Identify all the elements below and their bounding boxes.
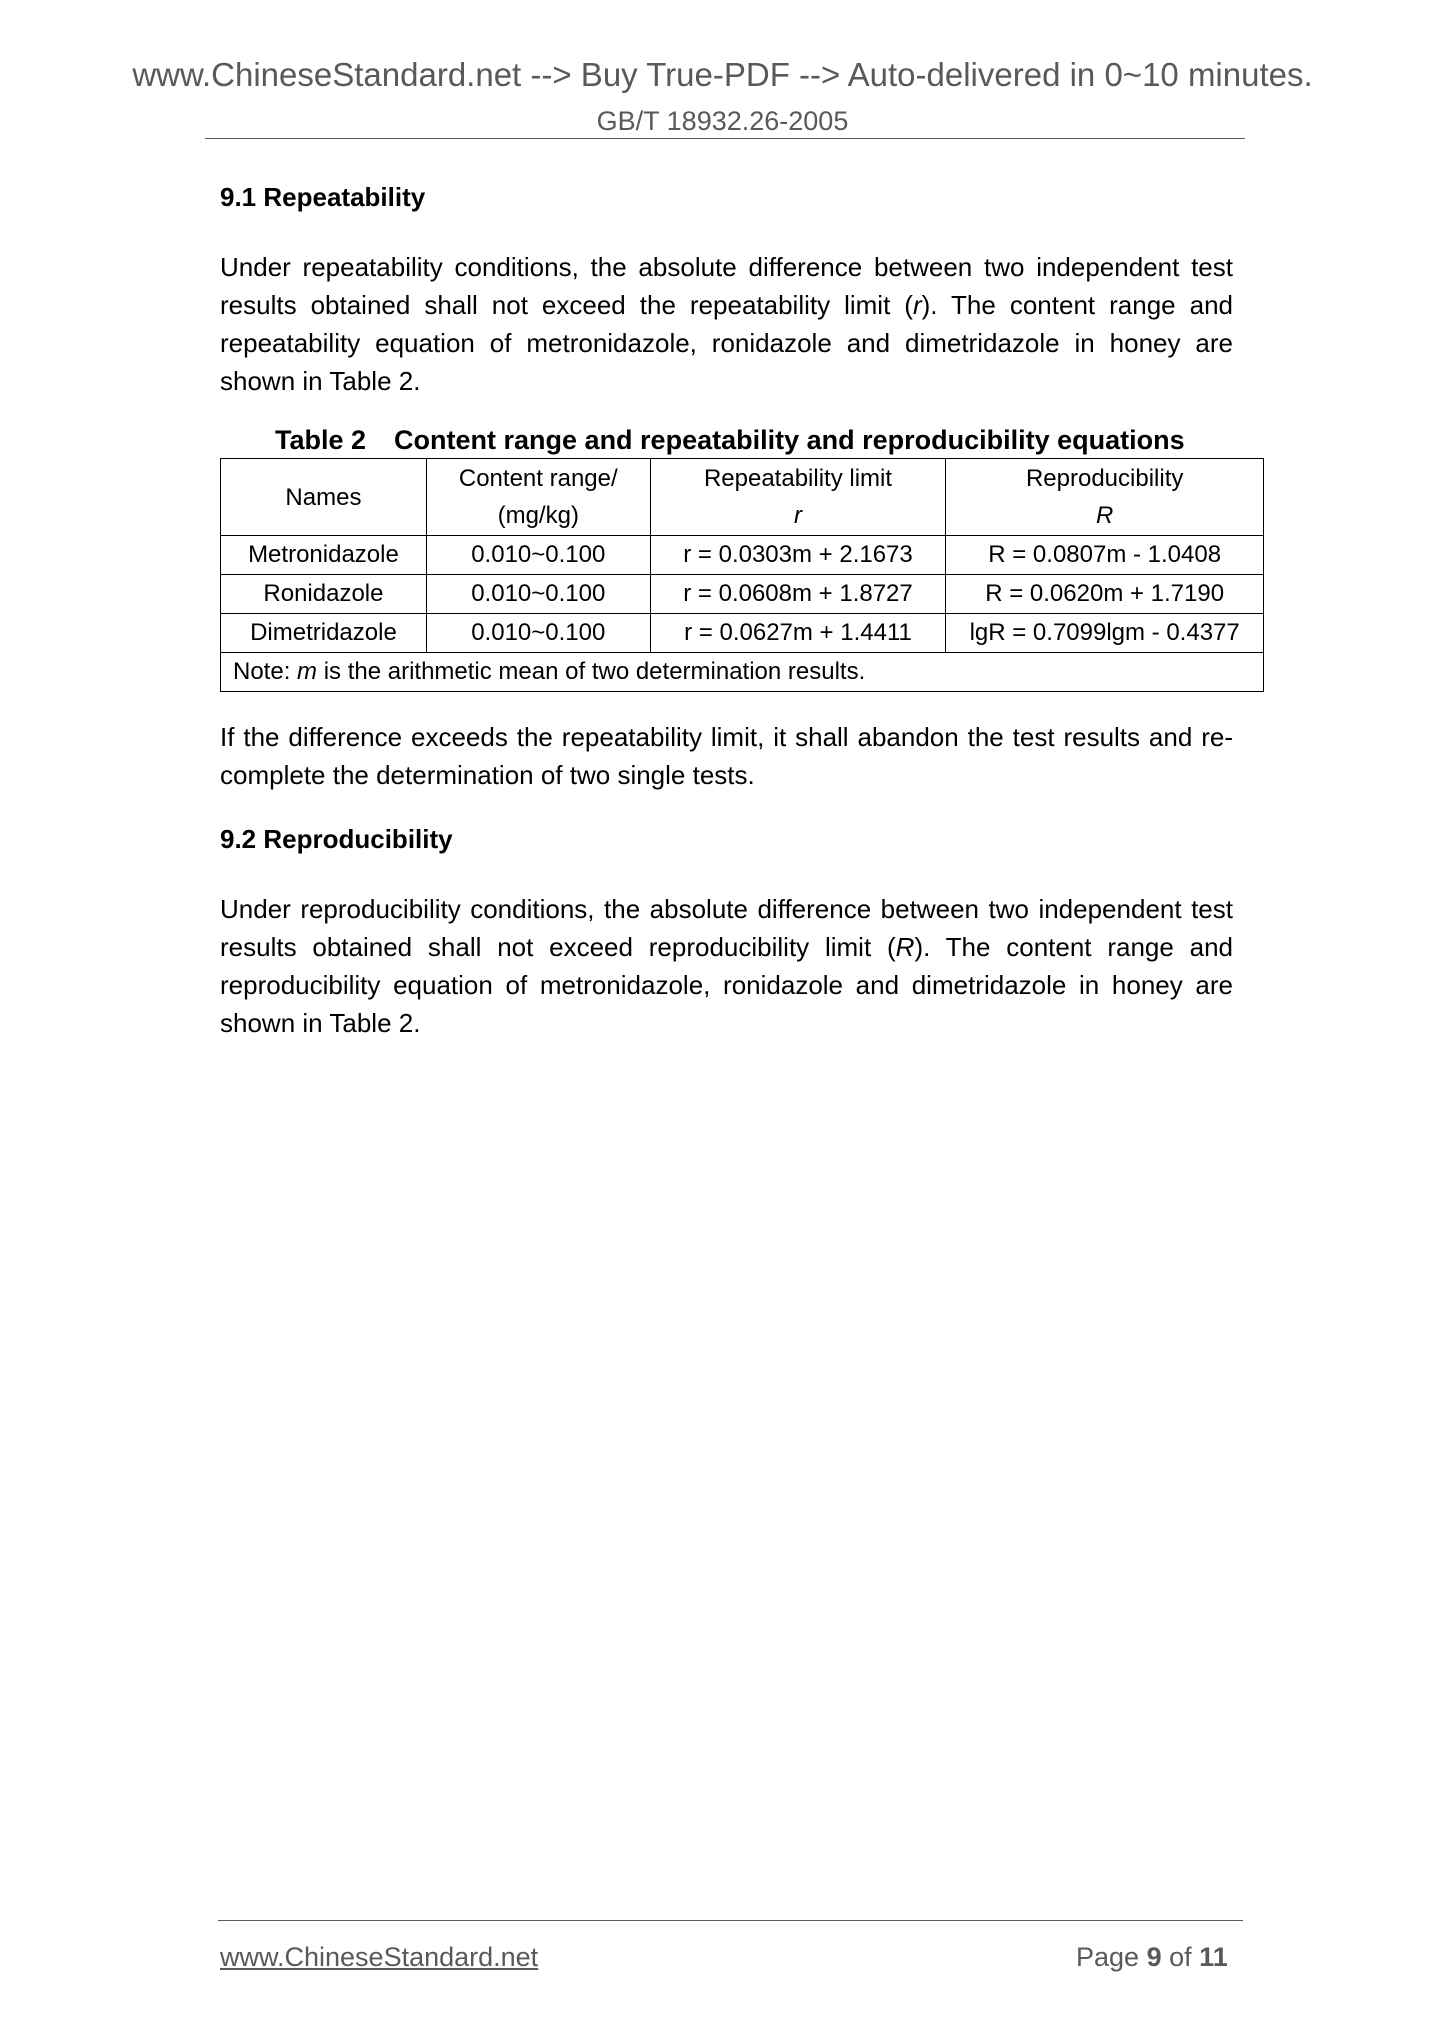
section-heading-reproducibility: 9.2 Reproducibility xyxy=(220,824,453,854)
table-row xyxy=(221,614,1264,653)
page-content xyxy=(220,178,1240,1042)
table-header-row xyxy=(221,459,1264,536)
header-banner: www.ChineseStandard.net --> Buy True-PDF --> Auto-delivered in 0~10 minutes. xyxy=(132,56,1313,93)
table-caption xyxy=(275,422,1233,458)
header-names: Names xyxy=(221,459,427,536)
table-note: Note: m is the arithmetic mean of two determination results. xyxy=(221,653,1264,692)
page-number: Page 9 of 11 xyxy=(1076,1942,1228,1972)
cell-range: 0.010~0.100 xyxy=(426,536,650,575)
symbol-r: r xyxy=(912,290,922,320)
cell-name: Dimetridazole xyxy=(221,614,427,653)
cell-range: 0.010~0.100 xyxy=(426,614,650,653)
section-heading-repeatability: 9.1 Repeatability xyxy=(220,182,426,212)
table-note-row xyxy=(221,653,1264,692)
cell-name: Metronidazole xyxy=(221,536,427,575)
table-row xyxy=(221,575,1264,614)
cell-reproducibility: R = 0.0807m - 1.0408 xyxy=(946,536,1264,575)
header-content-range: Content range/ (mg/kg) xyxy=(426,459,650,536)
cell-reproducibility: R = 0.0620m + 1.7190 xyxy=(946,575,1264,614)
after-table-paragraph: If the difference exceeds the repeatability limit, it shall abandon the test results and re-complete the determination of two single tests. xyxy=(220,722,1233,790)
header-divider xyxy=(205,138,1245,139)
cell-name: Ronidazole xyxy=(221,575,427,614)
footer-divider xyxy=(218,1920,1243,1921)
standard-id: GB/T 18932.26-2005 xyxy=(596,106,849,136)
cell-repeatability: r = 0.0608m + 1.8727 xyxy=(650,575,946,614)
cell-reproducibility: lgR = 0.7099lgm - 0.4377 xyxy=(946,614,1264,653)
table-title: Content range and repeatability and reproducibility equations xyxy=(394,425,1185,455)
cell-repeatability: r = 0.0627m + 1.4411 xyxy=(650,614,946,653)
table-number: Table 2 xyxy=(275,425,367,455)
results-table xyxy=(220,458,1264,692)
cell-range: 0.010~0.100 xyxy=(426,575,650,614)
header-repeatability: Repeatability limit r xyxy=(650,459,946,536)
table-row xyxy=(221,536,1264,575)
reproducibility-paragraph: Under reproducibility conditions, the absolute difference between two independent test results obtained shall not exceed reproducibility limit (R). The content range and reproducibility equation of metronidazole, ronidazole and dimetridazole in honey are shown in Table 2. xyxy=(220,894,1234,1038)
footer-site-link[interactable]: www.ChineseStandard.net xyxy=(220,1942,539,1972)
symbol-R: R xyxy=(895,932,915,962)
repeatability-paragraph: Under repeatability conditions, the absolute difference between two independent test results obtained shall not exceed the repeatability limit (r). The content range and repeatability equation of metronidazole, ronidazole and dimetridazole in honey are shown in Table 2. xyxy=(220,252,1233,396)
cell-repeatability: r = 0.0303m + 2.1673 xyxy=(650,536,946,575)
header-reproducibility: Reproducibility R xyxy=(946,459,1264,536)
